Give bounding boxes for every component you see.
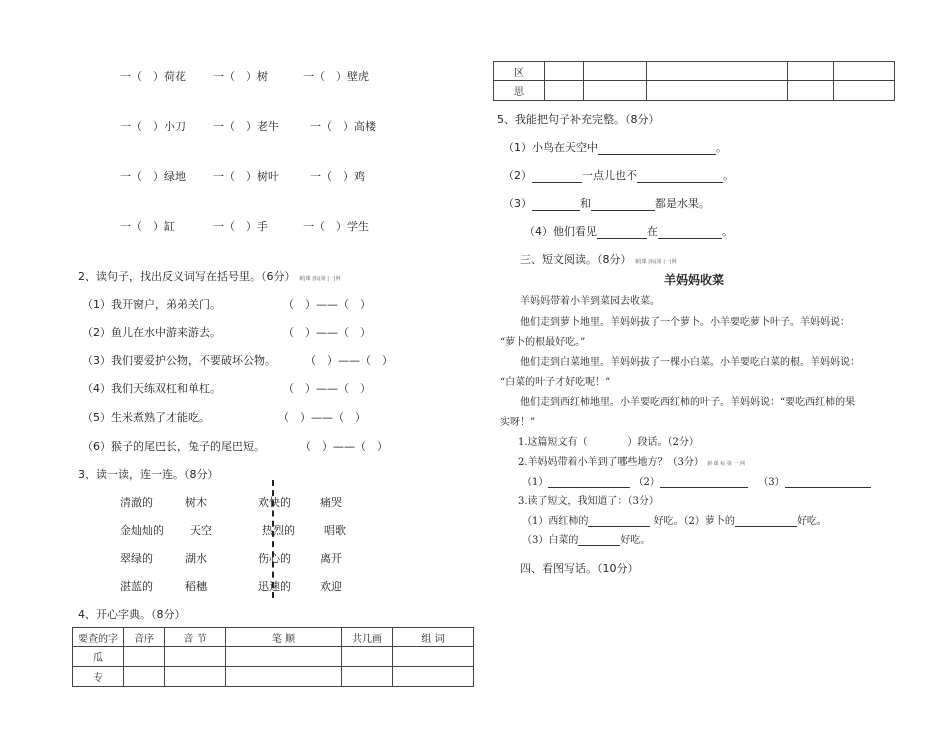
reading-question-3-line-1: （1）西红柿的 好吃。（2）萝卜的 好吃。 <box>522 516 827 527</box>
reading-question-3: 3.读了短文，我知道了：（3分） <box>518 496 659 507</box>
answer-blank[interactable] <box>578 545 620 546</box>
q2-sentence: （1）我开窗户，弟弟关门。 <box>82 298 221 311</box>
q2-answer-pair: （ ）——（ ） <box>305 354 393 367</box>
q1-item: 一（ ）缸 <box>120 220 175 233</box>
reading-question-1: 1.这篇短文有（ ）段话。（2分） <box>518 437 699 448</box>
answer-blank[interactable] <box>532 210 580 211</box>
table-cell[interactable] <box>393 667 474 687</box>
table-header: 笔 顺 <box>226 628 342 647</box>
dictionary-table-continued <box>493 61 895 101</box>
story-paragraph: “白菜的叶子才好吃呢！” <box>500 377 611 388</box>
story-paragraph: 他们走到西红柿地里。小羊要吃西红柿的叶子。羊妈妈说：“要吃西红柿的果 <box>520 397 856 408</box>
match-word: 热烈的 <box>262 524 295 537</box>
story-paragraph: 实呀！” <box>500 417 536 428</box>
answer-blank[interactable] <box>785 487 871 488</box>
match-word: 痛哭 <box>320 496 342 509</box>
reading-question-2: 2.羊妈妈带着小羊到了哪些地方？（3分） 新 课 标 第 一 网 <box>518 457 746 468</box>
watermark-stamp: 新|课 |标|第 |一|网 <box>635 259 677 265</box>
q1-item: 一（ ）鸡 <box>310 170 365 183</box>
q3-title: 3、读一读，连一连。（8分） <box>78 468 219 481</box>
match-word: 伤心的 <box>258 552 291 565</box>
q2-answer-pair: （ ）——（ ） <box>283 382 371 395</box>
answer-blank[interactable] <box>591 210 655 211</box>
match-word: 欢迎 <box>320 580 342 593</box>
q2-answer-pair: （ ）——（ ） <box>283 298 371 311</box>
watermark-stamp: 新 课 标 第 一 网 <box>707 461 746 467</box>
dictionary-table <box>72 627 474 687</box>
table-cell[interactable] <box>545 81 584 101</box>
q5-sentence-3: （3） 和 都是水果。 <box>503 197 710 210</box>
table-cell[interactable] <box>393 647 474 667</box>
q1-item: 一（ ）绿地 <box>120 170 186 183</box>
table-cell[interactable] <box>342 667 393 687</box>
reading-question-3-line-2: （3）白菜的 好吃。 <box>522 535 651 546</box>
answer-blank[interactable] <box>658 238 722 239</box>
table-cell[interactable] <box>788 81 834 101</box>
story-title: 羊妈妈收菜 <box>664 273 725 287</box>
answer-blank[interactable] <box>548 487 630 488</box>
q2-answer-pair: （ ）——（ ） <box>283 326 371 339</box>
q2-answer-pair: （ ）——（ ） <box>278 411 366 424</box>
match-word: 欢快的 <box>258 496 291 509</box>
q1-item: 一（ ）学生 <box>303 220 369 233</box>
answer-blank[interactable] <box>735 526 797 527</box>
table-cell[interactable] <box>165 647 226 667</box>
table-cell[interactable] <box>124 647 165 667</box>
q1-item: 一（ ）树叶 <box>213 170 279 183</box>
table-cell[interactable] <box>584 62 647 81</box>
q2-sentence: （4）我们天练双杠和单杠。 <box>82 382 221 395</box>
q1-item: 一（ ）老牛 <box>213 120 279 133</box>
match-word: 湖水 <box>185 552 207 565</box>
table-cell-char: 专 <box>73 667 124 687</box>
q5-sentence-4: （4）他们看见 在 。 <box>524 225 733 238</box>
q2-sentence: （6）猴子的尾巴长，兔子的尾巴短。 <box>82 440 265 453</box>
q2-title: 2、读句子，找出反义词写在括号里。（6分） 新|课 |标|第 |一|网 <box>78 270 341 283</box>
q1-item: 一（ ）树 <box>213 70 268 83</box>
answer-blank[interactable] <box>637 182 723 183</box>
q5-sentence-2: （2） 一点儿也不 。 <box>503 169 734 182</box>
q2-answer-pair: （ ）——（ ） <box>300 440 388 453</box>
match-word: 天空 <box>190 524 212 537</box>
table-cell-char: 思 <box>494 81 545 101</box>
q5-sentence-1: （1）小鸟在天空中 。 <box>503 141 727 154</box>
section-3-title: 三、短文阅读。（8分） 新|课 |标|第 |一|网 <box>520 253 677 266</box>
section-4-title: 四、看图写话。（10分） <box>520 562 639 575</box>
table-cell[interactable] <box>788 62 834 81</box>
answer-blank[interactable] <box>598 154 716 155</box>
table-cell[interactable] <box>584 81 647 101</box>
table-cell[interactable] <box>226 647 342 667</box>
answer-blank[interactable] <box>588 526 650 527</box>
q1-item: 一（ ）小刀 <box>120 120 186 133</box>
match-word: 清澈的 <box>120 496 153 509</box>
q2-sentence: （2）鱼儿在水中游来游去。 <box>82 326 221 339</box>
match-word: 唱歌 <box>324 524 346 537</box>
q2-sentence: （5）生米煮熟了才能吃。 <box>82 411 210 424</box>
q1-item: 一（ ）手 <box>213 220 268 233</box>
table-cell-char: 瓜 <box>73 647 124 667</box>
dashed-divider <box>272 480 274 598</box>
story-paragraph: 羊妈妈带着小羊到菜园去收菜。 <box>520 296 660 307</box>
match-word: 树木 <box>185 496 207 509</box>
reading-question-2-answers: （1） （2） （3） <box>522 473 871 488</box>
answer-blank[interactable] <box>532 182 582 183</box>
table-cell[interactable] <box>124 667 165 687</box>
q5-title: 5、我能把句子补充完整。（8分） <box>497 113 660 126</box>
table-cell[interactable] <box>226 667 342 687</box>
table-header: 组 词 <box>393 628 474 647</box>
match-word: 离开 <box>320 552 342 565</box>
match-word: 金灿灿的 <box>120 524 164 537</box>
match-word: 稻穗 <box>185 580 207 593</box>
table-cell-char: 区 <box>494 62 545 81</box>
table-cell[interactable] <box>545 62 584 81</box>
story-paragraph: 他们走到白菜地里。羊妈妈拔了一棵小白菜。小羊要吃白菜的根。羊妈妈说： <box>520 357 860 368</box>
q2-sentence: （3）我们要爱护公物，不要破坏公物。 <box>82 354 276 367</box>
story-paragraph: “萝卜的根最好吃。” <box>500 337 586 348</box>
match-word: 翠绿的 <box>120 552 153 565</box>
table-header: 要查的字 <box>73 628 124 647</box>
table-cell[interactable] <box>342 647 393 667</box>
table-header: 音 节 <box>165 628 226 647</box>
table-header: 共几画 <box>342 628 393 647</box>
q1-item: 一（ ）高楼 <box>310 120 376 133</box>
q1-item: 一（ ）壁虎 <box>303 70 369 83</box>
match-word: 迅速的 <box>258 580 291 593</box>
table-cell[interactable] <box>647 81 788 101</box>
table-cell[interactable] <box>834 62 895 81</box>
watermark-stamp: 新|课 |标|第 |一|网 <box>299 276 341 282</box>
answer-blank[interactable] <box>597 238 647 239</box>
table-cell[interactable] <box>834 81 895 101</box>
table-cell[interactable] <box>647 62 788 81</box>
q4-title: 4、开心字典。（8分） <box>78 608 186 621</box>
match-word: 湛蓝的 <box>120 580 153 593</box>
table-header: 音序 <box>124 628 165 647</box>
q1-item: 一（ ）荷花 <box>120 70 186 83</box>
story-paragraph: 他们走到萝卜地里。羊妈妈拔了一个萝卜。小羊要吃萝卜叶子。羊妈妈说： <box>520 317 850 328</box>
answer-blank[interactable] <box>660 487 748 488</box>
table-cell[interactable] <box>165 667 226 687</box>
